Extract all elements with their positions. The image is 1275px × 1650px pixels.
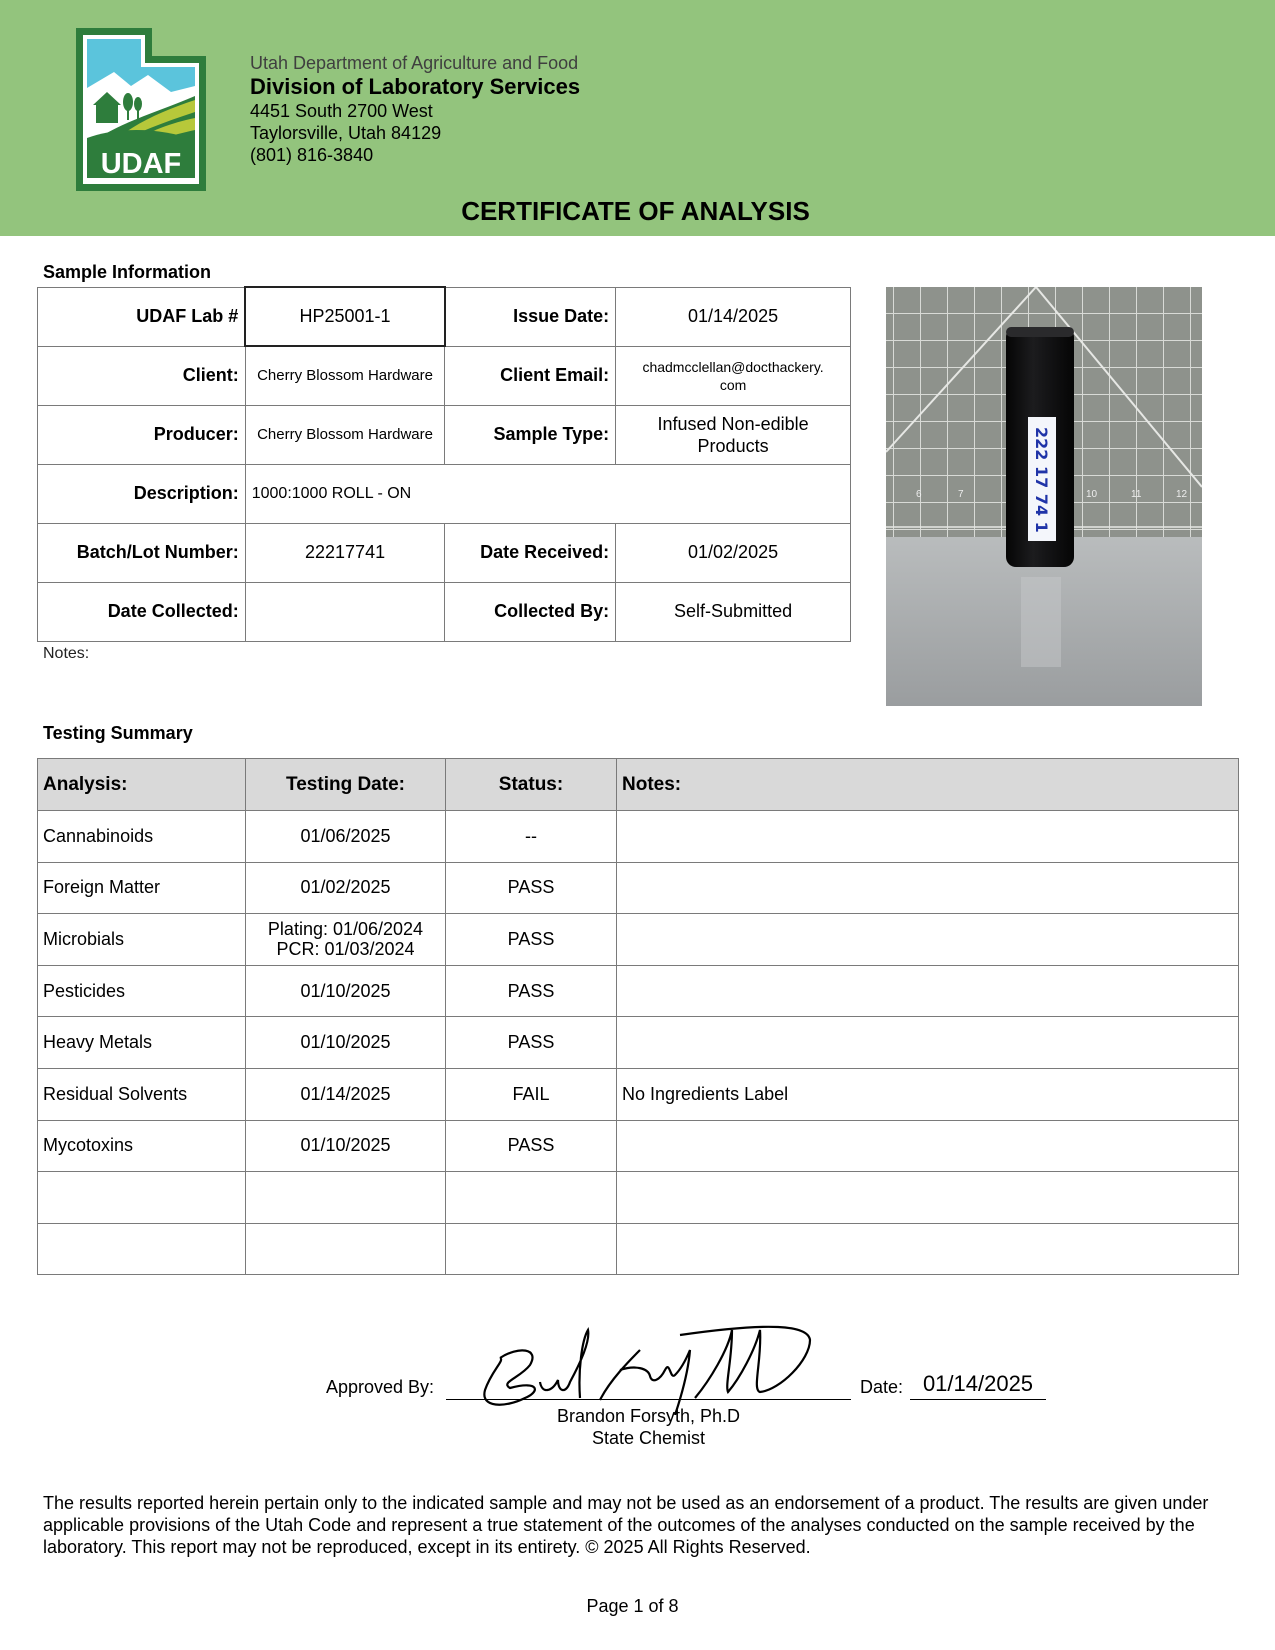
svg-text:UDAF: UDAF	[100, 148, 182, 180]
column-header-notes: Notes:	[617, 759, 1239, 811]
page-number: Page 1 of 8	[586, 1596, 679, 1616]
status-cell	[446, 1223, 617, 1275]
table-row	[38, 1120, 1239, 1172]
signature-icon	[470, 1320, 830, 1415]
testing-summary-heading: Testing Summary	[43, 723, 193, 743]
testing-date-cell	[246, 1172, 446, 1224]
svg-text:11: 11	[1131, 489, 1142, 500]
analysis-cell: Pesticides	[38, 965, 246, 1017]
document-title-text: CERTIFICATE OF ANALYSIS	[461, 196, 810, 226]
sample-type-value	[616, 405, 851, 464]
svg-text:222 17 74 1: 222 17 74 1	[1032, 427, 1051, 533]
phone-number: (801) 816-3840	[250, 145, 374, 165]
table-row	[38, 965, 1239, 1017]
date-received-value: 01/02/2025	[616, 523, 851, 582]
table-row	[38, 811, 1239, 863]
client-label: Client:	[38, 346, 246, 405]
lab-number-label: UDAF Lab #	[38, 287, 246, 346]
notes-cell	[617, 965, 1239, 1017]
sample-type-label: Sample Type:	[445, 405, 616, 464]
approved-by-label: Approved By:	[326, 1377, 435, 1397]
testing-date-cell	[246, 914, 446, 966]
approver-role: State Chemist	[591, 1428, 706, 1448]
date-collected-value	[245, 582, 445, 641]
date-received-label: Date Received:	[445, 523, 616, 582]
disclaimer-text: The results reported herein pertain only to the indicated sample and may not be used as an endorsement of a product. The results are given under applicable provisions of the Utah Code and represent a true statement of the outcomes of the analyses conducted on the sample received by the laboratory. This report may not be reproduced, except in its entirety. © 2025 All Rights Reserved.	[43, 1493, 1209, 1557]
testing-date-cell: 01/10/2025	[246, 1017, 446, 1069]
notes-cell	[617, 1223, 1239, 1275]
testing-date-cell: 01/10/2025	[246, 965, 446, 1017]
approval-block	[0, 1320, 1275, 1450]
batch-lot-value: 22217741	[245, 523, 445, 582]
department-name: Utah Department of Agriculture and Food	[250, 53, 579, 73]
sample-type-line-1: Infused Non-edible	[657, 413, 809, 434]
testing-date-cell: 01/14/2025	[246, 1068, 446, 1120]
svg-text:7: 7	[958, 489, 964, 500]
analysis-cell	[38, 1172, 246, 1224]
table-row	[38, 405, 851, 464]
table-row	[38, 1223, 1239, 1275]
notes-label: Notes:	[43, 645, 90, 662]
sample-photo	[886, 287, 1202, 706]
table-header-row	[38, 759, 1239, 811]
column-header-analysis: Analysis:	[38, 759, 246, 811]
collected-by-label: Collected By:	[445, 582, 616, 641]
svg-text:6: 6	[916, 489, 922, 500]
analysis-cell: Microbials	[38, 914, 246, 966]
notes-cell	[617, 862, 1239, 914]
testing-date-cell: 01/06/2025	[246, 811, 446, 863]
signature-line	[446, 1399, 851, 1400]
table-row	[38, 523, 851, 582]
header-banner	[0, 0, 1275, 236]
status-cell	[446, 1172, 617, 1224]
notes-cell	[617, 811, 1239, 863]
description-value: 1000:1000 ROLL - ON	[245, 464, 850, 523]
plating-date: Plating: 01/06/2024	[267, 919, 424, 940]
document-title	[0, 196, 1275, 227]
column-header-testing-date: Testing Date:	[246, 759, 446, 811]
producer-label: Producer:	[38, 405, 246, 464]
table-row	[38, 1172, 1239, 1224]
producer-value: Cherry Blossom Hardware	[245, 405, 445, 464]
address-line-2: Taylorsville, Utah 84129	[250, 123, 442, 143]
testing-date-cell	[246, 1223, 446, 1275]
description-label: Description:	[38, 464, 246, 523]
analysis-cell	[38, 1223, 246, 1275]
column-header-status: Status:	[446, 759, 617, 811]
collected-by-value: Self-Submitted	[616, 582, 851, 641]
notes-cell	[617, 1120, 1239, 1172]
client-email-line-2: com	[719, 376, 747, 393]
address-line-1: 4451 South 2700 West	[250, 101, 433, 121]
notes-cell	[617, 914, 1239, 966]
analysis-cell: Foreign Matter	[38, 862, 246, 914]
organization-block	[250, 52, 580, 166]
batch-lot-label: Batch/Lot Number:	[38, 523, 246, 582]
sample-information-heading: Sample Information	[43, 262, 212, 282]
table-row	[38, 862, 1239, 914]
approver-block	[446, 1405, 851, 1449]
issue-date-label: Issue Date:	[445, 287, 616, 346]
status-cell: PASS	[446, 1120, 617, 1172]
table-row	[38, 914, 1239, 966]
status-cell: PASS	[446, 1017, 617, 1069]
notes-cell	[617, 1017, 1239, 1069]
client-email-line-1: chadmcclellan@docthackery.	[642, 358, 824, 375]
client-email-value	[616, 346, 851, 405]
notes-cell: No Ingredients Label	[617, 1068, 1239, 1120]
analysis-cell: Heavy Metals	[38, 1017, 246, 1069]
sample-information-table	[37, 286, 851, 642]
table-row	[38, 582, 851, 641]
notes-cell	[617, 1172, 1239, 1224]
status-cell: FAIL	[446, 1068, 617, 1120]
status-cell: PASS	[446, 862, 617, 914]
udaf-logo-icon	[76, 28, 206, 191]
table-row	[38, 346, 851, 405]
analysis-cell: Cannabinoids	[38, 811, 246, 863]
approval-date-label: Date:	[860, 1377, 904, 1397]
testing-date-cell: 01/10/2025	[246, 1120, 446, 1172]
client-email-label: Client Email:	[445, 346, 616, 405]
svg-text:12: 12	[1176, 489, 1188, 500]
table-row	[38, 1017, 1239, 1069]
testing-summary-table	[37, 758, 1239, 1275]
table-row	[38, 1068, 1239, 1120]
approver-name: Brandon Forsyth, Ph.D	[556, 1406, 741, 1426]
division-name: Division of Laboratory Services	[250, 74, 581, 99]
testing-date-cell: 01/02/2025	[246, 862, 446, 914]
pcr-date: PCR: 01/03/2024	[276, 939, 415, 960]
status-cell: PASS	[446, 965, 617, 1017]
status-cell: --	[446, 811, 617, 863]
approval-date-value: 01/14/2025	[910, 1371, 1046, 1400]
lab-number-value: HP25001-1	[245, 287, 445, 346]
client-value: Cherry Blossom Hardware	[245, 346, 445, 405]
status-cell: PASS	[446, 914, 617, 966]
date-collected-label: Date Collected:	[38, 582, 246, 641]
svg-text:10: 10	[1086, 489, 1098, 500]
analysis-cell: Residual Solvents	[38, 1068, 246, 1120]
sample-bottle-image-icon	[886, 287, 1202, 706]
table-row	[38, 464, 851, 523]
issue-date-value: 01/14/2025	[616, 287, 851, 346]
sample-type-line-2: Products	[697, 435, 769, 456]
analysis-cell: Mycotoxins	[38, 1120, 246, 1172]
table-row	[38, 287, 851, 346]
